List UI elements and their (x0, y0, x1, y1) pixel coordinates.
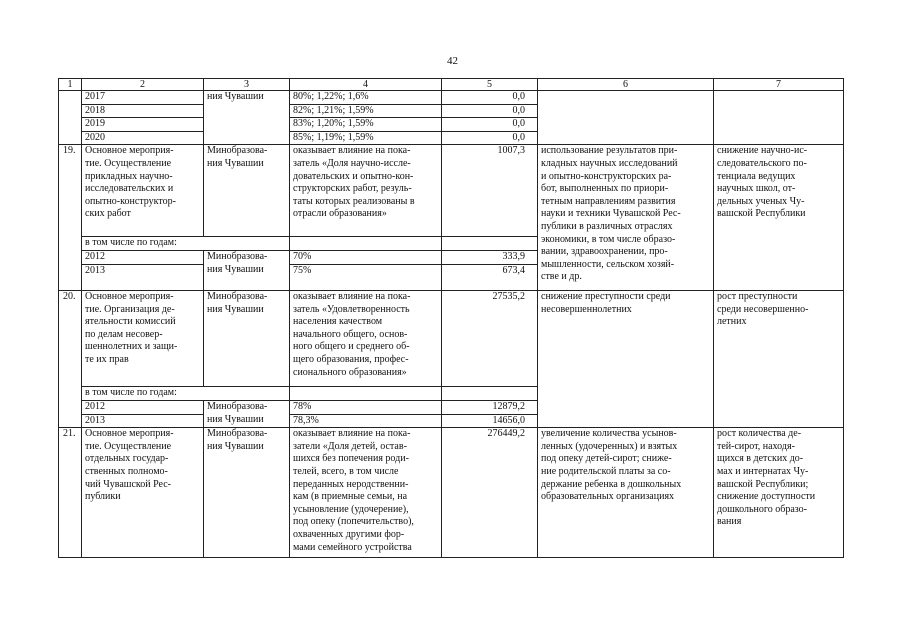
col-number: 2 (82, 79, 204, 91)
ministry-cell: Минобразова- (204, 250, 290, 264)
year-cell: 2018 (82, 104, 204, 118)
sum-cell: 0,0 (442, 91, 538, 105)
empty-cell (290, 386, 442, 400)
total-cell: 27535,2 (442, 290, 538, 386)
indicator-value-cell: 85%; 1,19%; 1,59% (290, 131, 442, 145)
year-cell: 2017 (82, 91, 204, 105)
year-cell: 2013 (82, 264, 204, 290)
empty-cell (442, 237, 538, 251)
ministry-cell: Минобразова- (204, 400, 290, 414)
year-cell: 2012 (82, 400, 204, 414)
col-number: 1 (59, 79, 82, 91)
ministry-cell: ния Чувашии (204, 91, 290, 145)
effect-cell: использование результатов при- кладных научных исследований и опытно-конструкторских ра- бот, выполненных по приори- тетным направлениям развития науки и техники Чувашской Рес- публики в различных отраслях экономики, в том числе образо- вании, здравоохранении, про- мышленности, сельском хозяй- стве и др. (538, 145, 714, 291)
by-years-label: в том числе по годам: (82, 237, 290, 251)
sum-cell: 333,9 (442, 250, 538, 264)
year-cell: 2019 (82, 118, 204, 132)
page-number: 42 (447, 55, 458, 67)
table-row (59, 290, 844, 386)
sum-cell: 14656,0 (442, 414, 538, 428)
entry-number: 21. (59, 428, 82, 558)
indicator-value-cell: 70% (290, 250, 442, 264)
sum-cell: 12879,2 (442, 400, 538, 414)
empty-cell (714, 91, 844, 145)
activity-title: Основное мероприя- тие. Осуществление отдельных государ- ственных полномо- чий Чувашской Рес- публики (82, 428, 204, 558)
sum-cell: 0,0 (442, 104, 538, 118)
sum-cell: 0,0 (442, 118, 538, 132)
by-years-label: в том числе по годам: (82, 386, 290, 400)
year-cell: 2013 (82, 414, 204, 428)
ministry-cell: Минобразова- ния Чувашии (204, 428, 290, 558)
total-cell: 276449,2 (442, 428, 538, 558)
year-cell: 2020 (82, 131, 204, 145)
risk-cell: рост количества де- тей-сирот, находя- щихся в детских до- мах и интернатах Чу- вашской Республики; снижение доступности дошкольного образо- вания (714, 428, 844, 558)
table-row (59, 428, 844, 558)
activity-title: Основное мероприя- тие. Организация де- ятельности комиссий по делам несовер- шеннолетних и защи- те их прав (82, 290, 204, 386)
sum-cell: 0,0 (442, 131, 538, 145)
entry-number: 19. (59, 145, 82, 291)
empty-cell (59, 91, 82, 145)
empty-cell (538, 91, 714, 145)
ministry-cell: Минобразова- ния Чувашии (204, 145, 290, 237)
col-number: 4 (290, 79, 442, 91)
column-number-row (59, 79, 844, 91)
indicator-value-cell: 78,3% (290, 414, 442, 428)
indicator-value-cell: 82%; 1,21%; 1,59% (290, 104, 442, 118)
ministry-cell: ния Чувашии (204, 264, 290, 290)
table-row (59, 145, 844, 237)
activity-title: Основное мероприя- тие. Осуществление прикладных научно- исследовательских и опытно-конструктор- ских работ (82, 145, 204, 237)
sum-cell: 673,4 (442, 264, 538, 290)
program-table (58, 78, 844, 558)
effect-cell: увеличение количества усынов- ленных (удочеренных) и взятых под опеку детей-сирот; сниже- ние родительской платы за со- держание ребенка в дошкольных образовательных организациях (538, 428, 714, 558)
ministry-cell: ния Чувашии (204, 414, 290, 428)
ministry-cell: Минобразова- ния Чувашии (204, 290, 290, 386)
indicator-value-cell: 83%; 1,20%; 1,59% (290, 118, 442, 132)
col-number: 6 (538, 79, 714, 91)
effect-cell: снижение преступности среди несовершеннолетних (538, 290, 714, 427)
indicator-cell: оказывает влияние на пока- затель «Удовлетворенность населения качеством начального общего, основ- ного общего и среднего об- щего образования, профес- сионального образования» (290, 290, 442, 386)
empty-cell (442, 386, 538, 400)
col-number: 3 (204, 79, 290, 91)
entry-number: 20. (59, 290, 82, 427)
indicator-cell: оказывает влияние на пока- затель «Доля научно-иссле- довательских и опытно-кон- структорских работ, резуль- таты которых реализованы в отрасли образования» (290, 145, 442, 237)
indicator-value-cell: 75% (290, 264, 442, 290)
indicator-value-cell: 80%; 1,22%; 1,6% (290, 91, 442, 105)
total-cell: 1007,3 (442, 145, 538, 237)
risk-cell: рост преступности среди несовершенно- летних (714, 290, 844, 427)
year-cell: 2012 (82, 250, 204, 264)
risk-cell: снижение научно-ис- следовательского по- тенциала ведущих научных школ, от- дельных ученых Чу- вашской Республики (714, 145, 844, 291)
col-number: 5 (442, 79, 538, 91)
col-number: 7 (714, 79, 844, 91)
empty-cell (290, 237, 442, 251)
indicator-value-cell: 78% (290, 400, 442, 414)
indicator-cell: оказывает влияние на пока- затели «Доля детей, остав- шихся без попечения роди- телей, всего, в том числе переданных неродственни- кам (в приемные семьи, на усыновление (удочерение), под опеку (попечительство), охваченных другими фор- мами семейного устройства (290, 428, 442, 558)
table-row (59, 91, 844, 105)
